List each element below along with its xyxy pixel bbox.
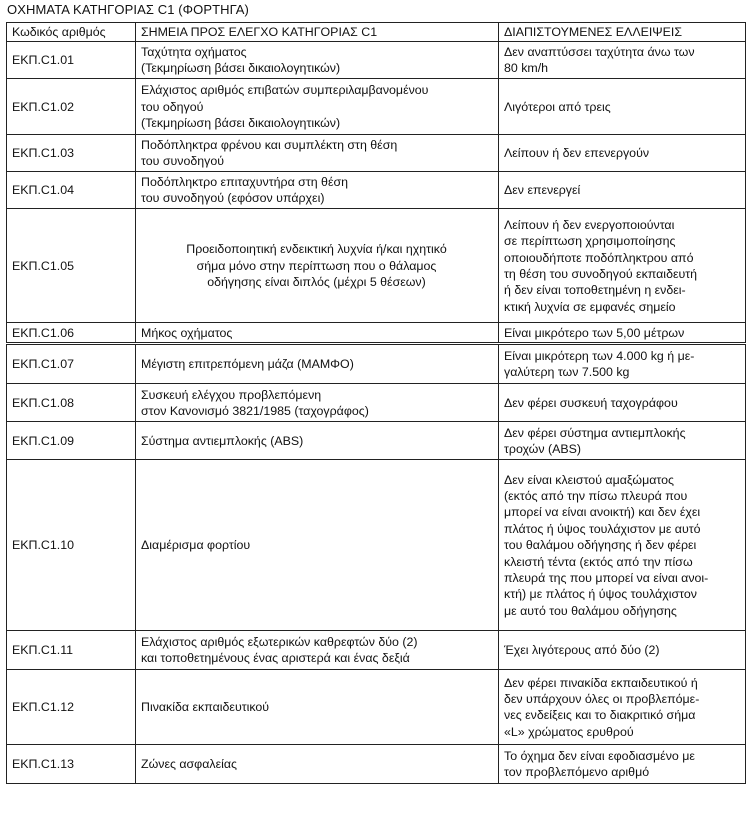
row-inspection-point: Ποδόπληκτρο επιταχυντήρα στη θέση του συνοδηγού (εφόσον υπάρχει) bbox=[136, 172, 499, 209]
table-row bbox=[7, 344, 746, 384]
table-title: ΟΧΗΜΑΤΑ ΚΑΤΗΓΟΡΙΑΣ C1 (ΦΟΡΤΗΓΑ) bbox=[7, 2, 249, 17]
column-header-defects: ΔΙΑΠΙΣΤΟΥΜΕΝΕΣ ΕΛΛΕΙΨΕΙΣ bbox=[499, 23, 746, 42]
row-code: ΕΚΠ.C1.12 bbox=[7, 670, 136, 745]
table-row bbox=[7, 384, 746, 422]
row-defect: Δεν φέρει συσκευή ταχογράφου bbox=[499, 384, 746, 422]
column-header-inspection-points: ΣΗΜΕΙΑ ΠΡΟΣ ΕΛΕΓΧΟ ΚΑΤΗΓΟΡΙΑΣ C1 bbox=[136, 23, 499, 42]
table-row bbox=[7, 209, 746, 323]
row-code: ΕΚΠ.C1.07 bbox=[7, 344, 136, 384]
table-row bbox=[7, 631, 746, 670]
row-defect: Έχει λιγότερους από δύο (2) bbox=[499, 631, 746, 670]
table-row bbox=[7, 460, 746, 631]
row-code: ΕΚΠ.C1.03 bbox=[7, 135, 136, 172]
inspection-table bbox=[6, 22, 746, 784]
row-inspection-point: Ζώνες ασφαλείας bbox=[136, 745, 499, 784]
row-defect: Δεν είναι κλειστού αμαξώματος (εκτός από την πίσω πλευρά που μπορεί να είναι ανοικτή) και δεν έχει πλάτος ή ύψος τουλάχιστον με αυτό του θαλάμου οδήγησης ή δεν φέρει κλειστή τέντα (εκτός από την πίσω πλευρά της που μπορεί να είναι ανοι- κτή) με πλάτος ή ύψος τουλάχιστον με αυτό του θαλάμου οδήγησης bbox=[499, 460, 746, 631]
row-code: ΕΚΠ.C1.01 bbox=[7, 42, 136, 79]
row-inspection-point: Σύστημα αντιεμπλοκής (ABS) bbox=[136, 422, 499, 460]
column-header-code: Κωδικός αριθμός bbox=[7, 23, 136, 42]
row-code: ΕΚΠ.C1.13 bbox=[7, 745, 136, 784]
table-header-row bbox=[7, 23, 746, 42]
row-defect: Δεν αναπτύσσει ταχύτητα άνω των 80 km/h bbox=[499, 42, 746, 79]
row-code: ΕΚΠ.C1.06 bbox=[7, 323, 136, 344]
row-defect: Λιγότεροι από τρεις bbox=[499, 79, 746, 135]
row-inspection-point: Πινακίδα εκπαιδευτικού bbox=[136, 670, 499, 745]
row-inspection-point: Μήκος οχήματος bbox=[136, 323, 499, 344]
row-inspection-point: Ελάχιστος αριθμός εξωτερικών καθρεφτών δύο (2) και τοποθετημένους ένας αριστερά και ένας δεξιά bbox=[136, 631, 499, 670]
table-row bbox=[7, 79, 746, 135]
row-inspection-point: Ταχύτητα οχήματος (Τεκμηρίωση βάσει δικαιολογητικών) bbox=[136, 42, 499, 79]
table-row bbox=[7, 422, 746, 460]
row-code: ΕΚΠ.C1.02 bbox=[7, 79, 136, 135]
row-code: ΕΚΠ.C1.08 bbox=[7, 384, 136, 422]
row-inspection-point: Προειδοποιητική ενδεικτική λυχνία ή/και ηχητικό σήμα μόνο στην περίπτωση που ο θάλαμος οδήγησης είναι διπλός (μέχρι 5 θέσεων) bbox=[136, 209, 499, 323]
row-defect: Δεν φέρει σύστημα αντιεμπλοκής τροχών (ABS) bbox=[499, 422, 746, 460]
table-row bbox=[7, 670, 746, 745]
table-row bbox=[7, 135, 746, 172]
row-code: ΕΚΠ.C1.09 bbox=[7, 422, 136, 460]
row-defect: Είναι μικρότερη των 4.000 kg ή με- γαλύτερη των 7.500 kg bbox=[499, 344, 746, 384]
table-row bbox=[7, 42, 746, 79]
row-defect: Λείπουν ή δεν ενεργοποιούνται σε περίπτωση χρησιμοποίησης οποιουδήποτε ποδόπληκτρου από τη θέση του συνοδηγού εκπαιδευτή ή δεν είναι τοποθετημένη η ενδει- κτική λυχνία σε εμφανές σημείο bbox=[499, 209, 746, 323]
row-code: ΕΚΠ.C1.05 bbox=[7, 209, 136, 323]
table-row bbox=[7, 172, 746, 209]
table-row bbox=[7, 745, 746, 784]
row-inspection-point: Συσκευή ελέγχου προβλεπόμενη στον Κανονισμό 3821/1985 (ταχογράφος) bbox=[136, 384, 499, 422]
row-defect: Δεν επενεργεί bbox=[499, 172, 746, 209]
row-inspection-point: Ελάχιστος αριθμός επιβατών συμπεριλαμβανομένου του οδηγού (Τεκμηρίωση βάσει δικαιολογητικών) bbox=[136, 79, 499, 135]
row-defect: Δεν φέρει πινακίδα εκπαιδευτικού ή δεν υπάρχουν όλες οι προβλεπόμε- νες ενδείξεις και το διακριτικό σήμα «L» χρώματος ερυθρού bbox=[499, 670, 746, 745]
row-code: ΕΚΠ.C1.11 bbox=[7, 631, 136, 670]
row-defect: Λείπουν ή δεν επενεργούν bbox=[499, 135, 746, 172]
row-defect: Το όχημα δεν είναι εφοδιασμένο με τον προβλεπόμενο αριθμό bbox=[499, 745, 746, 784]
row-code: ΕΚΠ.C1.10 bbox=[7, 460, 136, 631]
row-defect: Είναι μικρότερο των 5,00 μέτρων bbox=[499, 323, 746, 344]
row-code: ΕΚΠ.C1.04 bbox=[7, 172, 136, 209]
row-inspection-point: Ποδόπληκτρα φρένου και συμπλέκτη στη θέση του συνοδηγού bbox=[136, 135, 499, 172]
row-inspection-point: Διαμέρισμα φορτίου bbox=[136, 460, 499, 631]
table-row bbox=[7, 323, 746, 344]
row-inspection-point: Μέγιστη επιτρεπόμενη μάζα (ΜΑΜΦΟ) bbox=[136, 344, 499, 384]
